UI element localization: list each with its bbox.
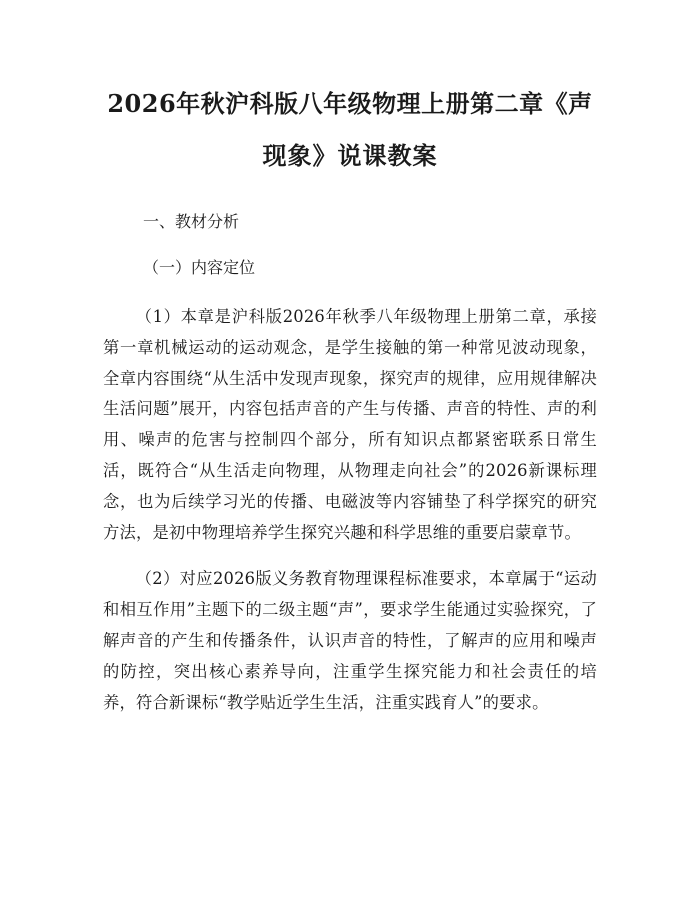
title-line-1: 2026年秋沪科版八年级物理上册第二章《声 (107, 89, 593, 118)
paragraph-1: （1）本章是沪科版2026年秋季八年级物理上册第二章，承接第一章机械运动的运动观念，是学生接触的第一种常见波动现象，全章内容围绕“从生活中发现声现象，探究声的规律，应用规律解决生活问题”展开，内容包括声音的产生与传播、声音的特性、声的利用、噪声的危害与控制四个部分，所有知识点都紧密联系日常生活，既符合“从生活走向物理，从物理走向社会”的2026新课标理念，也为后续学习光的传播、电磁波等内容铺垫了科学探究的研究方法，是初中物理培养学生探究兴趣和科学思维的重要启蒙章节。 (103, 307, 597, 542)
section-heading: 一、教材分析 (143, 212, 240, 231)
subsection-heading: （一）内容定位 (143, 258, 256, 277)
title-line-2: 现象》说课教案 (262, 141, 438, 170)
paragraph-2: （2）对应2026版义务教育物理课程标准要求，本章属于“运动和相互作用”主题下的二级主题“声”，要求学生能通过实验探究，了解声音的产生和传播条件，认识声音的特性，了解声的应用和噪声的防控，突出核心素养导向，注重学生探究能力和社会责任的培养，符合新课标“教学贴近学生生活，注重实践育人”的要求。 (103, 569, 597, 712)
document-title (103, 0, 597, 182)
